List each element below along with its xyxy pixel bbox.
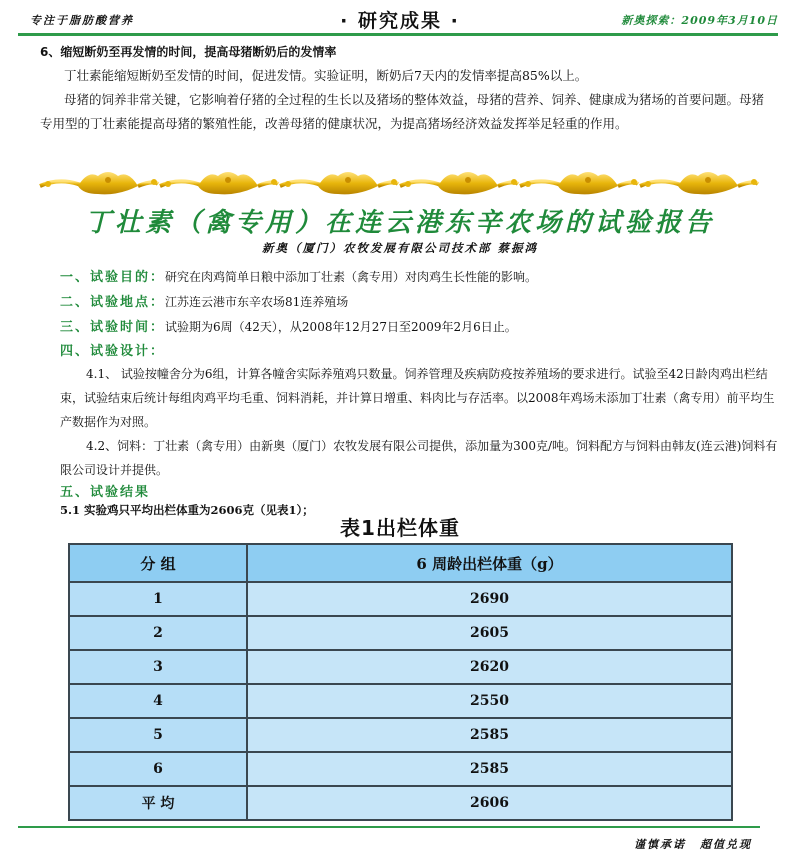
article-author: 新奥（厦门）农牧发展有限公司技术部 蔡振鸿 — [261, 241, 538, 255]
article-title: 丁壮素（禽专用）在连云港东辛农场的试验报告 — [84, 208, 715, 238]
header-slogan: 专注于脂肪酸营养 — [30, 14, 134, 27]
weight-cell: 2585 — [247, 718, 732, 752]
column-header: 6 周龄出栏体重（g） — [247, 544, 732, 582]
section-text: 江苏连云港市东辛农场81连养殖场 — [165, 295, 349, 309]
section-label: 一、试验目的： — [60, 270, 166, 285]
section-results-label: 五、试验结果 — [60, 485, 151, 500]
group-cell: 平 均 — [69, 786, 247, 820]
section-purpose — [60, 266, 537, 289]
table-row-average — [69, 786, 732, 820]
results-5-1: 5.1 实验鸡只平均出栏体重为2606克（见表1）； — [60, 503, 314, 517]
weight-table — [68, 543, 733, 821]
issue-date: 新奥探索：2009年3月10日 — [621, 14, 778, 27]
column-header: 分 组 — [69, 544, 247, 582]
table-row — [69, 718, 732, 752]
section-time — [60, 316, 517, 339]
section-text: 试验期为6周（42天），从2008年12月27日至2009年2月6日止。 — [165, 320, 517, 334]
section-title: · 研究成果 · — [340, 10, 460, 32]
group-cell: 6 — [69, 752, 247, 786]
group-cell: 2 — [69, 616, 247, 650]
weight-cell: 2605 — [247, 616, 732, 650]
group-cell: 3 — [69, 650, 247, 684]
weight-cell: 2606 — [247, 786, 732, 820]
intro-paragraph: 母猪的饲养非常关键，它影响着仔猪的全过程的生长以及猪场的整体效益，母猪的营养、饲养、健康成为猪场的首要问题。母猪专用型的丁壮素能提高母猪的繁殖性能，改善母猪的健康状况，为提高猪场经济效益发挥举足轻重的作用。 — [40, 92, 765, 131]
top-divider — [18, 33, 778, 36]
section-text: 研究在肉鸡简单日粮中添加丁壮素（禽专用）对肉鸡生长性能的影响。 — [165, 270, 538, 284]
section-design — [60, 340, 165, 363]
group-cell: 5 — [69, 718, 247, 752]
design-paragraph-4-2: 4.2、饲料：丁壮素（禽专用）由新奥（厦门）农牧发展有限公司提供，添加量为300克/吨。饲料配方与饲料由韩友(连云港)饲料有限公司设计并提供。 — [60, 439, 778, 477]
section-location — [60, 291, 348, 314]
table-row — [69, 582, 732, 616]
weight-cell: 2620 — [247, 650, 732, 684]
table-title: 表1出栏体重 — [340, 516, 460, 540]
gold-scroll-ornament-icon — [38, 168, 762, 198]
weight-cell: 2585 — [247, 752, 732, 786]
footer-slogan-right: 超值兑现 — [700, 838, 752, 851]
intro-heading: 6、缩短断奶至再发情的时间，提高母猪断奶后的发情率 — [40, 45, 337, 59]
bottom-divider — [18, 826, 760, 828]
design-paragraph-4-1: 4.1、 试验按幢舍分为6组，计算各幢舍实际养殖鸡只数量。饲养管理及疾病防疫按养殖场的要求进行。试验至42日龄肉鸡出栏结束，试验结束后统计每组肉鸡平均毛重、饲料消耗，并计算日增重、料肉比与存活率。以2008年鸡场未添加丁壮素（禽专用）前平均生产数据作为对照。 — [60, 367, 775, 429]
section-label: 四、试验设计： — [60, 344, 166, 359]
table-row — [69, 616, 732, 650]
intro-paragraph: 丁壮素能缩短断奶至发情的时间，促进发情。实验证明，断奶后7天内的发情率提高85%以上。 — [64, 68, 588, 83]
weight-cell: 2690 — [247, 582, 732, 616]
weight-cell: 2550 — [247, 684, 732, 718]
footer-slogan-left: 谨慎承诺 — [634, 838, 686, 851]
table-row — [69, 650, 732, 684]
section-label: 三、试验时间： — [60, 320, 166, 335]
group-cell: 1 — [69, 582, 247, 616]
footer-slogan — [634, 836, 752, 852]
table-header-row — [69, 544, 732, 582]
table-row — [69, 752, 732, 786]
group-cell: 4 — [69, 684, 247, 718]
section-label: 二、试验地点： — [60, 295, 166, 310]
table-row — [69, 684, 732, 718]
